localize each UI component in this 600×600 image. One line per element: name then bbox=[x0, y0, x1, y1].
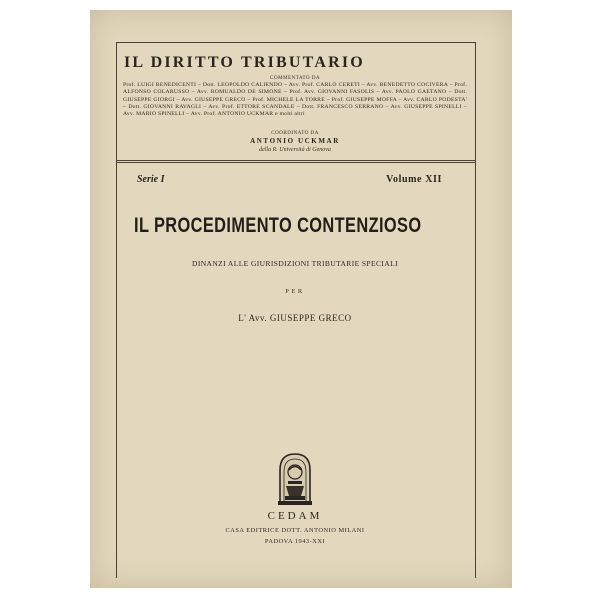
director-affiliation: della R. Università di Genova bbox=[259, 147, 331, 153]
commented-label: COMMENTATO DA bbox=[269, 75, 321, 81]
serie-label: Serie I bbox=[137, 174, 165, 185]
publisher-line: CASA EDITRICE DOTT. ANTONIO MILANI bbox=[225, 527, 365, 534]
series-title: IL DIRITTO TRIBUTARIO bbox=[124, 54, 365, 71]
header-divider bbox=[116, 160, 476, 161]
place-year: PADOVA 1943-XXI bbox=[264, 538, 326, 545]
director-name: ANTONIO UCKMAR bbox=[250, 137, 340, 145]
book-title-page bbox=[90, 10, 512, 588]
subtitle: DINANZI ALLE GIURISDIZIONI TRIBUTARIE SPECIALI bbox=[192, 259, 398, 268]
volume-label: Volume XII bbox=[386, 174, 442, 185]
coordinated-label: COORDINATO DA bbox=[271, 130, 319, 136]
header-divider-double bbox=[116, 162, 476, 163]
main-title: IL PROCEDIMENTO CONTENZIOSO bbox=[134, 214, 422, 237]
per-label: PER bbox=[285, 288, 305, 295]
author: L' Avv. GIUSEPPE GRECO bbox=[238, 313, 352, 323]
contributors-list: Prof. LUIGI BENEDICENTI – Dott. LEOPOLDO CALIENDO – Avv. Prof. CARLO CERETI – Avv. BENEDETTO COCIVERA – Prof. ALFONSO COLARUSSO – Avv. ROMUALDO DE SIMONE – Prof. Avv. GIOVANNI FASOLIS – Avv. PAOLO GAETANO – Dott. GIUSEPPE GIORGI – Avv. GIUSEPPE GRECO – Prof. MICHELE LA TORRE – Prof. GIUSEPPE MOFFA – Avv. CARLO PODESTA' – Dott. GIOVANNI RAVAGLI – Avv. Prof. ETTORE SCANDALE – Dott. FRANCESCO SERRANO – Avv. GIUSEPPE SPINELLI – Avv. MARIO SPINELLI – Avv. Prof. ANTONIO UCKMAR e molti altri bbox=[123, 82, 467, 118]
publisher-emblem-icon bbox=[270, 448, 320, 506]
publisher-name: CEDAM bbox=[267, 510, 323, 522]
